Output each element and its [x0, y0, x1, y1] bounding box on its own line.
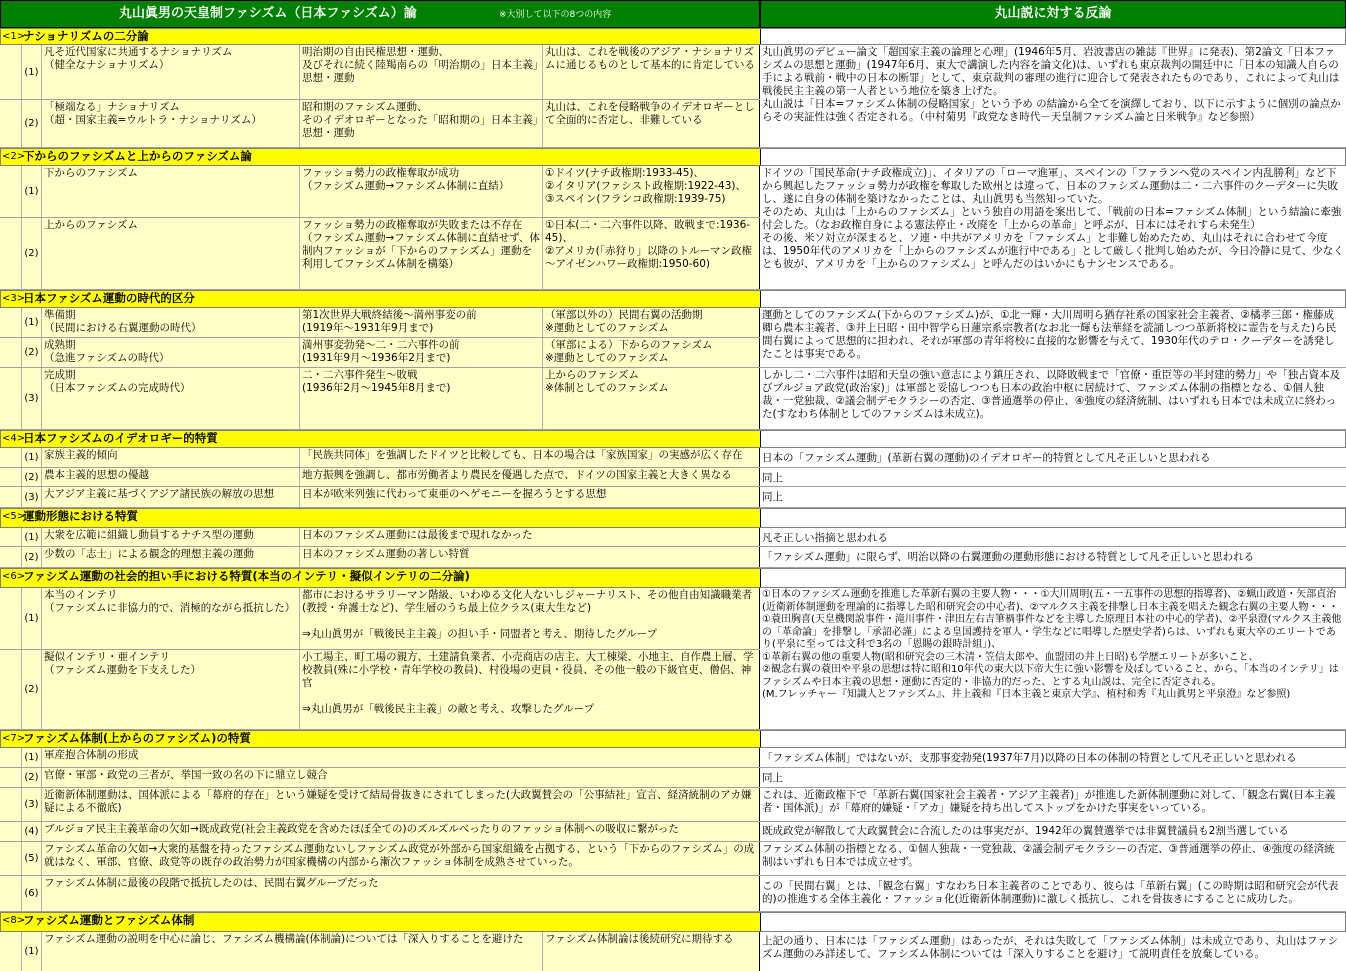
cell-concept: ファシズム運動の説明を中心に論じ、ファシズム機構論(体制論)については「深入りすることを避けた — [42, 932, 543, 971]
section-title: 日本ファシズムのイデオロギー的特質 — [23, 431, 218, 445]
rebuttal-cell: 上記の通り、日本には「ファシズム運動」はあったが、それは失敗して「ファシズム体制」は未成立であり、丸山はファシズム運動のみ詳述して、ファシズム体制については「深入りすることを避け」て説明責任を放棄している。 — [760, 932, 1346, 971]
row-number: (1) — [22, 308, 42, 337]
section-number: <8> — [2, 915, 26, 926]
rebuttal-cell: ①日本のファシズム運動を推進した革新右翼の主要人物・・・①大川周明(五・一五事件の思想的指導者)、②蝋山政道・矢部貞治(近衛新体制運動を理論的に指導した昭和研究会の中心者)、②マルクス主義を排撃し日本主義を唱えた観念右翼の主要人物・・・①蓑田胸喜(天皇機関説事件・滝川事件・津田左右吉筆禍事件などを主導した原理日本社の中心的学者)、②平泉澄(マルクス主義他の「革命論」を排撃し「承詔必謹」による皇国護持を軍人・学生などに唱導した歴史学者)らは、いずれも東大卒のエリートであり(平泉に至っては文科で3名の「恩賜の銀時計組」)、 ①革新右翼の他の重要人物(昭和研究会の三木清・笠信太郎や、血盟団の井上日昭)も学歴エリートが多いこと、 ②観念右翼の蓑田や平泉の思想は特に昭和10年代の東大以下帝大生に強い影響を及ぼしていること、から、「本当のインテリ」はファシズムや日本主義の思想・運動に否定的・非協力的だった、とする丸山説は、完全に否定される。 (M.フレッチャー『知識人とファシズム』、井上義和『日本主義と東京大学』、植村和秀『丸山眞男と平泉澄』など参照) — [760, 588, 1346, 730]
cell-concept: 大衆を広範に組織し動員するナチス型の運動 — [42, 528, 300, 546]
row-number: (5) — [22, 842, 42, 875]
cell-concept: 完成期 （日本ファシズムの完成時代） — [42, 368, 300, 429]
section-header — [0, 730, 1346, 748]
cell-detail: 小工場主、町工場の親方、土建請負業者、小売商店の店主、大工棟梁、小地主、自作農上層、学校教員(殊に小学校・青年学校の教員)、村役場の吏員・役員、その他一般の下級官吏、僧侶、神官 ⇒丸山眞男が「戦後民主主義」の敵と考え、攻撃したグループ — [300, 650, 760, 729]
section-title: 日本ファシズム運動の時代的区分 — [23, 291, 195, 305]
cell-detail: 地方振興を強調し、都市労働者より農民を優遇した点で、ドイツの国家主義と大きく異なる — [300, 468, 760, 486]
cell-detail: 満州事変勃発～二・二六事件の前 (1931年9月～1936年2月まで) — [300, 338, 543, 367]
table-row — [0, 788, 1346, 822]
table-row — [0, 468, 1346, 487]
row-number: (3) — [22, 368, 42, 429]
section-header — [0, 28, 1346, 45]
cell-concept: 農本主義的思想の優越 — [42, 468, 300, 486]
cell-concept: 成熟期 （急進ファシズムの時代） — [42, 338, 300, 367]
section-number: <3> — [2, 293, 26, 304]
row-number: (3) — [22, 788, 42, 821]
cell-concept: 下からのファシズム — [42, 166, 300, 217]
cell-note: （軍部以外の）民間右翼の活動期 ※運動としてのファシズム — [543, 308, 760, 337]
table-row — [0, 842, 1346, 876]
section-title: 運動形態における特質 — [23, 509, 138, 523]
row-number: (1) — [22, 588, 42, 649]
cell-concept: 「極端なる」ナショナリズム （超・国家主義=ウルトラ・ナショナリズム） — [42, 100, 300, 147]
table-row — [0, 932, 1346, 971]
cell-concept: 大アジア主義に基づくアジア諸民族の解放の思想 — [42, 487, 300, 507]
rebuttal-cell: 同上 — [760, 468, 1346, 486]
row-number: (2) — [22, 768, 42, 787]
section-number: <7> — [2, 733, 26, 744]
row-number: (1) — [22, 748, 42, 767]
section-header — [0, 568, 1346, 588]
rebuttal-cell: 既成政党が解散して大政翼賛会に合流したのは事実だが、1942年の翼賛選挙では非翼賛議員も2割当選している — [760, 822, 1346, 841]
cell-detail: 日本のファシズム運動の著しい特質 — [300, 547, 760, 567]
cell-note: 上からのファシズム ※体制としてのファシズム — [543, 368, 760, 429]
cell-concept: 準備期 （民間における右翼運動の時代） — [42, 308, 300, 337]
cell-note: （軍部による）下からのファシズム ※運動としてのファシズム — [543, 338, 760, 367]
cell-concept: 本当のインテリ （ファシズムに非協力的で、消極的ながら抵抗した） — [42, 588, 300, 649]
table-row — [0, 528, 1346, 547]
rebuttal-cell: 「ファシズム運動」に限らず、明治以降の右翼運動の運動形態における特質として凡そ正しいと思われる — [760, 547, 1346, 567]
rebuttal-cell: この「民間右翼」とは、「観念右翼」すなわち日本主義者のことであり、彼らは「革新右翼」(この時期は昭和研究会が代表的)の推進する全体主義化・ファッショ化(近衛新体制運動)に激しく抵抗し、これを骨抜きにすることに成功した。 — [760, 876, 1346, 911]
section-title: ファシズム運動とファシズム体制 — [23, 913, 195, 927]
table-row — [0, 487, 1346, 508]
cell-concept: ファシズム体制に最後の段階で抵抗したのは、民間右翼グループだった — [42, 876, 760, 911]
row-number: (6) — [22, 876, 42, 911]
cell-detail: 明治期の自由民権思想・運動、 及びそれに続く陸羯南らの「明治期の」日本主義」思想・運動 — [300, 45, 543, 99]
cell-detail: 都市におけるサラリーマン階級、いわゆる文化人ないしジャーナリスト、その他自由知識職業者(教授・弁護士など)、学生層のうち最上位クラス(東大生など) ⇒丸山眞男が「戦後民主主義」の担い手・同盟者と考え、期待したグループ — [300, 588, 760, 649]
row-number: (4) — [22, 822, 42, 841]
cell-concept: ブルジョア民主主義革命の欠如→既成政党(社会主義政党を含めたほぼ全ての)のズルズルべったりのファッショ体制への吸収に繋がった — [42, 822, 760, 841]
header-right: 丸山説に対する反論 — [760, 0, 1346, 28]
row-number: (2) — [22, 338, 42, 367]
section-number: <2> — [2, 151, 26, 162]
table-row — [0, 448, 1346, 468]
rebuttal-cell: 同上 — [760, 768, 1346, 787]
cell-concept: 家族主義的傾向 — [42, 448, 300, 467]
sheet-note: ※大別して以下の8つの内容 — [499, 10, 612, 20]
section-title: ファシズム体制(上からのファシズム)の特質 — [23, 731, 251, 745]
row-number: (1) — [22, 528, 42, 546]
row-number: (2) — [22, 650, 42, 729]
row-number: (2) — [22, 547, 42, 567]
table-row — [0, 876, 1346, 912]
cell-detail: 日本のファシズム運動には最後まで現れなかった — [300, 528, 760, 546]
cell-concept: 少数の「志士」による観念的理想主義の運動 — [42, 547, 300, 567]
row-number: (1) — [22, 45, 42, 99]
rebuttal-cell: これは、近衛政権下で「革新右翼(国家社会主義者・アジア主義者)」が推進した新体制運動に対して、「観念右翼(日本主義者・国体派)」が「幕府的嫌疑・「アカ」嫌疑を持ち出してストップをかけた事実をいっている。 — [760, 788, 1346, 821]
rebuttal-cell: ドイツの「国民革命(ナチ政権成立)」、イタリアの「ローマ進軍」、スペインの「ファランヘ党のスペイン内乱勝利」など下から興起したファッショ勢力が政権を奪取した欧州とは違って、日本のファシズム運動は二・二六事件のクーデターに失敗し、遂に自身の体制を築けなかったことは、丸山眞男も当然知っていた。 そのため、丸山は「上からのファシズム」という独自の用語を案出して、「戦前の日本=ファシズム体制」という結論に牽強付会した。（なお政権自身による憲法停止・改廃を「上からの革命」と呼ぶが、日本にはそれすら未発生） その後、米ソ対立が深まると、ソ連・中共がアメリカを「ファシズム」と非難し始めたため、丸山はそれに合わせて今度は、1950年代のアメリカを「上からのファシズムが進行中である」として厳しく批判し始めたが、今日冷静に見て、少なくとも彼が、アメリカを「上からのファシズム」と呼んだのはいかにもナンセンスである。 — [760, 166, 1346, 290]
cell-concept: 凡そ近代国家に共通するナショナリズム （健全なナショナリズム） — [42, 45, 300, 99]
rebuttal-cell: 同上 — [760, 487, 1346, 507]
cell-note: 丸山は、これを戦後のアジア・ナショナリズムに通じるものとして基本的に肯定している — [543, 45, 760, 99]
section-number: <6> — [2, 571, 26, 582]
section-title: ナショナリズムの二分論 — [23, 29, 149, 43]
cell-detail: 第1次世界大戦終結後～満州事変の前 (1919年～1931年9月まで) — [300, 308, 543, 337]
header-left — [0, 0, 760, 28]
cell-concept: 擬似インテリ・亜インテリ （ファシズム運動を下支えした） — [42, 650, 300, 729]
cell-note: ①日本(二・二六事件以降、敗戦まで:1936-45)、 ②アメリカ(「赤狩り」以降のトルーマン政権～アイゼンハワー政権期:1950-60) — [543, 218, 760, 289]
section-number: <5> — [2, 511, 26, 522]
cell-concept: 官僚・軍部・政党の三者が、挙国一致の名の下に鼎立し競合 — [42, 768, 760, 787]
rebuttal-cell: 日本の「ファシズム運動」(革新右翼の運動)のイデオロギー的特質として凡そ正しいと思われる — [760, 448, 1346, 467]
table-row — [0, 748, 1346, 768]
row-number: (2) — [22, 468, 42, 486]
cell-note: ①ドイツ(ナチ政権期:1933-45)、 ②イタリア(ファシスト政権期:1922-43)、 ③スペイン(フランコ政権期:1939-75) — [543, 166, 760, 217]
section-title: 下からのファシズムと上からのファシズム論 — [23, 149, 252, 163]
table-row — [0, 768, 1346, 788]
row-number: (1) — [22, 166, 42, 217]
section-header — [0, 430, 1346, 448]
table-row — [0, 822, 1346, 842]
cell-detail: 日本が欧米列強に代わって東亜のヘゲモニーを握ろうとする思想 — [300, 487, 760, 507]
section-header — [0, 508, 1346, 528]
cell-note: ファシズム体制論は後続研究に期待する — [543, 932, 760, 971]
table-row — [0, 547, 1346, 568]
section-header — [0, 290, 1346, 308]
cell-note: 丸山は、これを侵略戦争のイデオロギーとして全面的に否定し、非難している — [543, 100, 760, 147]
cell-detail: 「民族共同体」を強調したドイツと比較しても、日本の場合は「家族国家」の実感が広く存在 — [300, 448, 760, 467]
row-number: (3) — [22, 487, 42, 507]
cell-concept: 軍産抱合体制の形成 — [42, 748, 760, 767]
section-header — [0, 148, 1346, 166]
cell-detail: ファッショ勢力の政権奪取が成功 （ファシズム運動→ファシズム体制に直結） — [300, 166, 543, 217]
rebuttal-cell: 凡そ正しい指摘と思われる — [760, 528, 1346, 546]
cell-concept: ファシズム革命の欠如→大衆的基盤を持ったファシズム運動ないしファシズム政党が外部から国家組織を占拠する、という「下からのファシズム」の成就はなく、軍部、官僚、政党等の既存の政治勢力が国家機構の内部から漸次ファッショ体制を成熟させていった。 — [42, 842, 760, 875]
cell-detail: 昭和期のファシズム運動、 そのイデオロギーとなった「昭和期の」日本主義」思想・運動 — [300, 100, 543, 147]
row-number: (2) — [22, 100, 42, 147]
sheet-title: 丸山眞男の天皇制ファシズム（日本ファシズム）論 — [119, 6, 417, 21]
rebuttal-cell: ファシズム体制の指標となる、①個人独裁・一党独裁、②議会制デモクラシーの否定、③普通選挙の停止、④強度の経済統制はいずれも日本では成立せず。 — [760, 842, 1346, 875]
rebuttal-cell: 運動としてのファシズム(下からのファシズム)が、①北一輝・大川周明ら猶存社系の国家社会主義者、②橘孝三郎・権藤成卿ら農本主義者、③井上日昭・田中智学ら日蓮宗系宗教者(なお北一輝も法華経を読誦しつつ革新将校に霊告を与えた)ら民間右翼によって思想的に担われ、それが軍部の青年将校に直接的な影響を与えて、1930年代のテロ・クーデターを誘発したことは事実である。 — [760, 308, 1346, 368]
section-number: <4> — [2, 433, 26, 444]
rebuttal-cell: しかし二・二六事件は昭和天皇の強い意志により鎮圧され、以降敗戦まで「官僚・重臣等の半封建的勢力」や「独占資本及びブルジョア政党(政治家)」は軍部と妥協しつつも日本の政治中枢に居続けて、ファシズム体制の指標となる、①個人独裁・一党独裁、②議会制デモクラシーの否定、③普通選挙の停止、④強度の経済統制、はいずれも日本では未成立に終わった(すなわち体制としてのファシズムは未成立)。 — [760, 368, 1346, 429]
section-header — [0, 912, 1346, 932]
rebuttal-cell: 丸山眞男のデビュー論文「超国家主義の論理と心理」(1946年5月、岩波書店の雑誌『世界』に発表)、第2論文「日本ファシズムの思想と運動」(1947年6月、東大で講演した内容を論文化)は、いずれも東京裁判の開廷中に「日本の知識人自らの手による戦前・戦中の日本の断罪」として、東京裁判の審理の進行に迎合して発表されたものであり、これによって丸山は戦後民主主義の第一人者という地位を築き上げた。 丸山説は「日本=ファシズム体制の侵略国家」という予め の結論から全てを演繹しており、以下に示すように個別の論点からその実証性は強く否定される。（中村菊男『政党なき時代－天皇制ファシズム論と日米戦争』など参照） — [760, 45, 1346, 148]
section-number: <1> — [2, 31, 26, 42]
cell-concept: 近衛新体制運動は、国体派による「幕府的存在」という嫌疑を受けて結局骨抜きにされてしまった(大政翼賛会の「公事結社」宣言、経済統制のアカ嫌疑による不徹底) — [42, 788, 760, 821]
table-row — [0, 368, 1346, 430]
row-number: (1) — [22, 448, 42, 467]
row-number: (1) — [22, 932, 42, 971]
cell-detail: ファッショ勢力の政権奪取が失敗または不存在 （ファシズム運動→ファシズム体制に直結せず、体制内ファッショが「下からのファシズム」運動を利用してファシズム体制を構築） — [300, 218, 543, 289]
cell-concept: 上からのファシズム — [42, 218, 300, 289]
rebuttal-cell: 「ファシズム体制」ではないが、支那事変勃発(1937年7月)以降の日本の体制の特質として凡そ正しいと思われる — [760, 748, 1346, 767]
section-title: ファシズム運動の社会的担い手における特質(本当のインテリ・擬似インテリの二分論) — [23, 569, 470, 583]
cell-detail: 二・二六事件発生～敗戦 (1936年2月～1945年8月まで) — [300, 368, 543, 429]
row-number: (2) — [22, 218, 42, 289]
